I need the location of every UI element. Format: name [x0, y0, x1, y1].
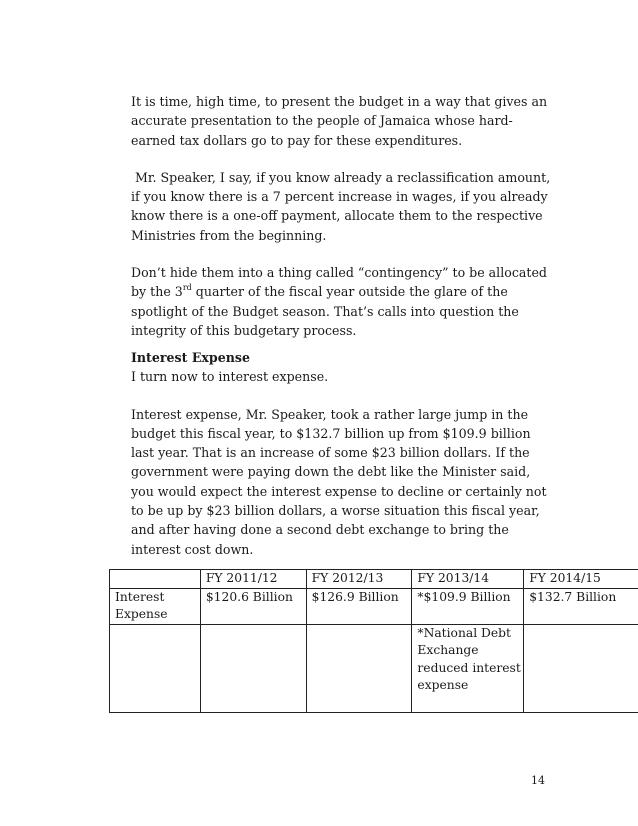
table-cell: *$109.9 Billion: [412, 588, 524, 624]
paragraph-interest-expense: Interest expense, Mr. Speaker, took a rather large jump in the budget this fiscal year, to $132.7 billion up from $109.9 billion last year. That is an increase of some $23 billion dollars. If the government were paying down the debt like the Minister said, you would expect the interest expense to decline or certainly not to be up by $23 billion dollars, a worse situation this fiscal year, and after having done a second debt exchange to bring the interest cost down.: [131, 406, 547, 557]
section-heading: Interest Expense: [131, 350, 251, 365]
table-cell: FY 2012/13: [306, 570, 412, 589]
table-cell: [200, 624, 306, 712]
table-cell: [110, 624, 201, 712]
ordinal-superscript: rd: [182, 283, 192, 293]
section-intro: I turn now to interest expense.: [131, 369, 329, 385]
table-row: [110, 588, 638, 624]
table-cell: $120.6 Billion: [200, 588, 306, 624]
table-header-row: [110, 570, 638, 589]
contingency-text-end: quarter of the fiscal year outside the glare of the spotlight of the Budget season. That’s calls into question the integrity of this budgetary process.: [131, 284, 519, 338]
interest-expense-table: [109, 569, 638, 713]
table-cell: FY 2013/14: [412, 570, 524, 589]
paragraph-budget-presentation: It is time, high time, to present the budget in a way that gives an accurate presentation to the people of Jamaica whose hard-earned tax dollars go to pay for these expenditures.: [131, 94, 548, 148]
interest-expense-section: [131, 348, 551, 577]
body-text: [131, 92, 551, 358]
table-cell: $126.9 Billion: [306, 588, 412, 624]
table-cell: [524, 624, 638, 712]
paragraph-reclassification: Mr. Speaker, I say, if you know already a reclassification amount, if you know there is a 7 percent increase in wages, if you already know there is a one-off payment, allocate them to the respective Ministries from the beginning.: [131, 169, 551, 243]
table-cell: Interest Expense: [110, 588, 201, 624]
table-cell: FY 2014/15: [524, 570, 638, 589]
contingency-text-start: Don’t hide them into a thing called “contingency” to be allocated by the 3: [131, 265, 547, 300]
table-cell: *National Debt Exchange reduced interest expense: [412, 624, 524, 712]
table-cell: [110, 570, 201, 589]
table-row: [110, 624, 638, 712]
paragraph-contingency: [131, 263, 551, 340]
table-cell: FY 2011/12: [200, 570, 306, 589]
table-cell: [306, 624, 412, 712]
page-number: 14: [531, 774, 545, 787]
table-cell: $132.7 Billion: [524, 588, 638, 624]
